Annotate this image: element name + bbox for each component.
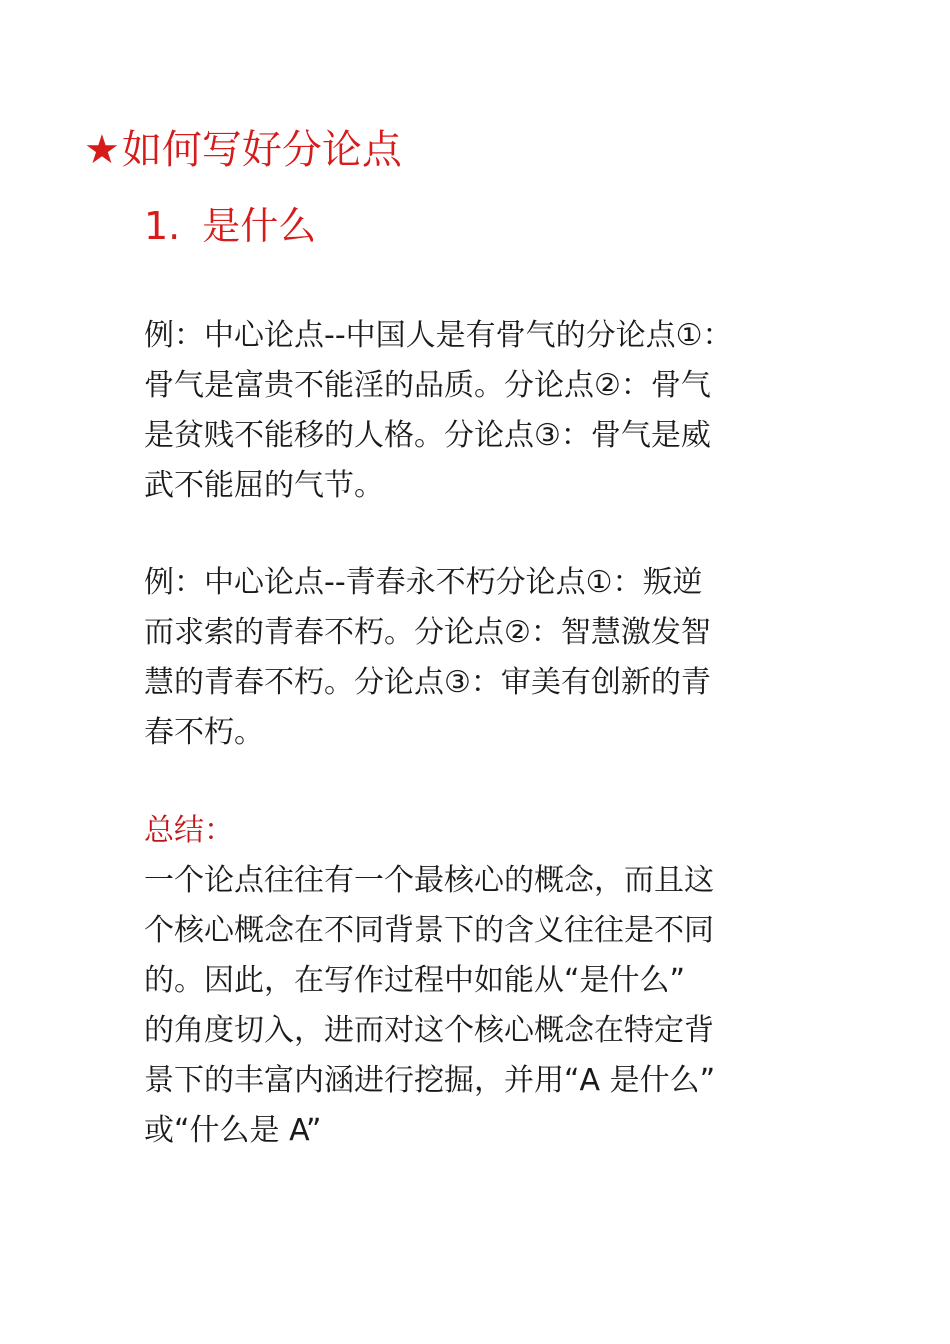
paragraph-line: 武不能屈的气节。 (144, 468, 384, 503)
paragraph-line: 个核心概念在不同背景下的含义往往是不同 (144, 913, 714, 948)
paragraph-line: 而求索的青春不朽。分论点②：智慧激发智 (144, 615, 711, 650)
main-heading (84, 124, 402, 176)
section-number: 1. (144, 204, 181, 248)
paragraph-line: 例：中心论点--中国人是有骨气的分论点①： (144, 318, 733, 353)
paragraph-line: 景下的丰富内涵进行挖掘，并用“A 是什么” (144, 1063, 716, 1098)
paragraph-line: 是贫贱不能移的人格。分论点③：骨气是威 (144, 418, 711, 453)
section-title: 是什么 (202, 204, 317, 248)
paragraph-line: 骨气是富贵不能淫的品质。分论点②：骨气 (144, 368, 711, 403)
example-paragraph-2 (144, 558, 804, 758)
summary-paragraph (144, 856, 804, 1156)
paragraph-line: 例：中心论点--青春永不朽分论点①：叛逆 (144, 565, 703, 600)
paragraph-line: 或“什么是 A” (144, 1113, 322, 1148)
paragraph-line: 的。因此，在写作过程中如能从“是什么” (144, 963, 686, 998)
section-heading (144, 200, 316, 252)
main-heading-text: 如何写好分论点 (121, 127, 402, 173)
example-paragraph-1 (144, 311, 804, 511)
paragraph-line: 的角度切入，进而对这个核心概念在特定背 (144, 1013, 714, 1048)
paragraph-line: 一个论点往往有一个最核心的概念，而且这 (144, 863, 714, 898)
summary-label: 总结： (144, 813, 234, 848)
paragraph-line: 慧的青春不朽。分论点③：审美有创新的青 (144, 665, 711, 700)
paragraph-line: 春不朽。 (144, 715, 264, 750)
star-icon: ★ (84, 127, 120, 173)
